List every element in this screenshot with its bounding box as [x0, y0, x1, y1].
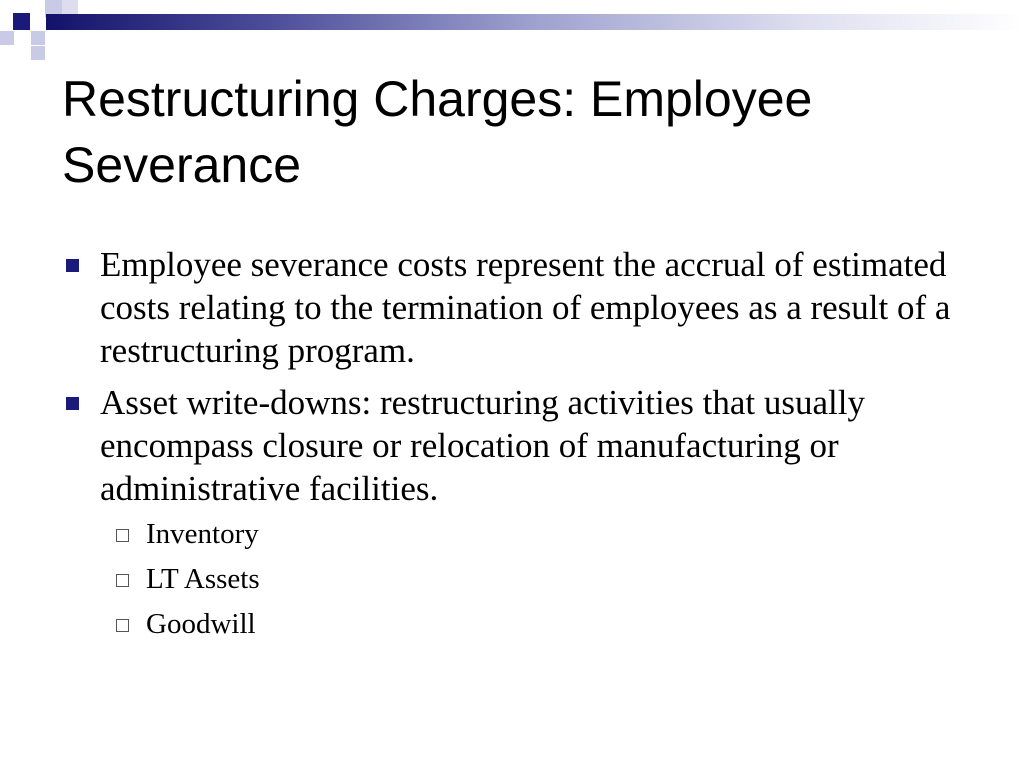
- bullet-item: [62, 243, 992, 372]
- deco-square-light: [0, 31, 14, 45]
- deco-square-light: [31, 31, 45, 45]
- deco-square-light: [62, 0, 78, 14]
- bullet-item: [62, 381, 992, 642]
- hollow-square-bullet-icon: [116, 529, 129, 542]
- slide-title: Restructuring Charges: Employee Severance: [62, 71, 813, 193]
- corner-decoration: [0, 0, 80, 64]
- deco-square-dark: [13, 13, 30, 30]
- sub-bullet-text: LT Assets: [146, 563, 260, 595]
- sub-bullet-item: [100, 606, 992, 642]
- sub-bullet-item: [100, 561, 992, 597]
- square-bullet-icon: [66, 259, 79, 272]
- deco-square-light: [31, 46, 45, 60]
- hollow-square-bullet-icon: [116, 619, 129, 632]
- bullet-text: Employee severance costs represent the accrual of estimated costs relating to the termination of employees as a result of a restructuring program.: [100, 245, 951, 370]
- sub-bullet-list: [100, 516, 992, 642]
- sub-bullet-item: [100, 516, 992, 552]
- sub-bullet-text: Goodwill: [146, 608, 256, 640]
- square-bullet-icon: [66, 397, 79, 410]
- sub-bullet-text: Inventory: [146, 518, 259, 550]
- bullet-list: [62, 243, 992, 651]
- hollow-square-bullet-icon: [116, 574, 129, 587]
- bullet-text: Asset write-downs: restructuring activities that usually encompass closure or relocation of manufacturing or administrative facilities.: [100, 383, 865, 508]
- header-gradient-bar: [46, 14, 1024, 30]
